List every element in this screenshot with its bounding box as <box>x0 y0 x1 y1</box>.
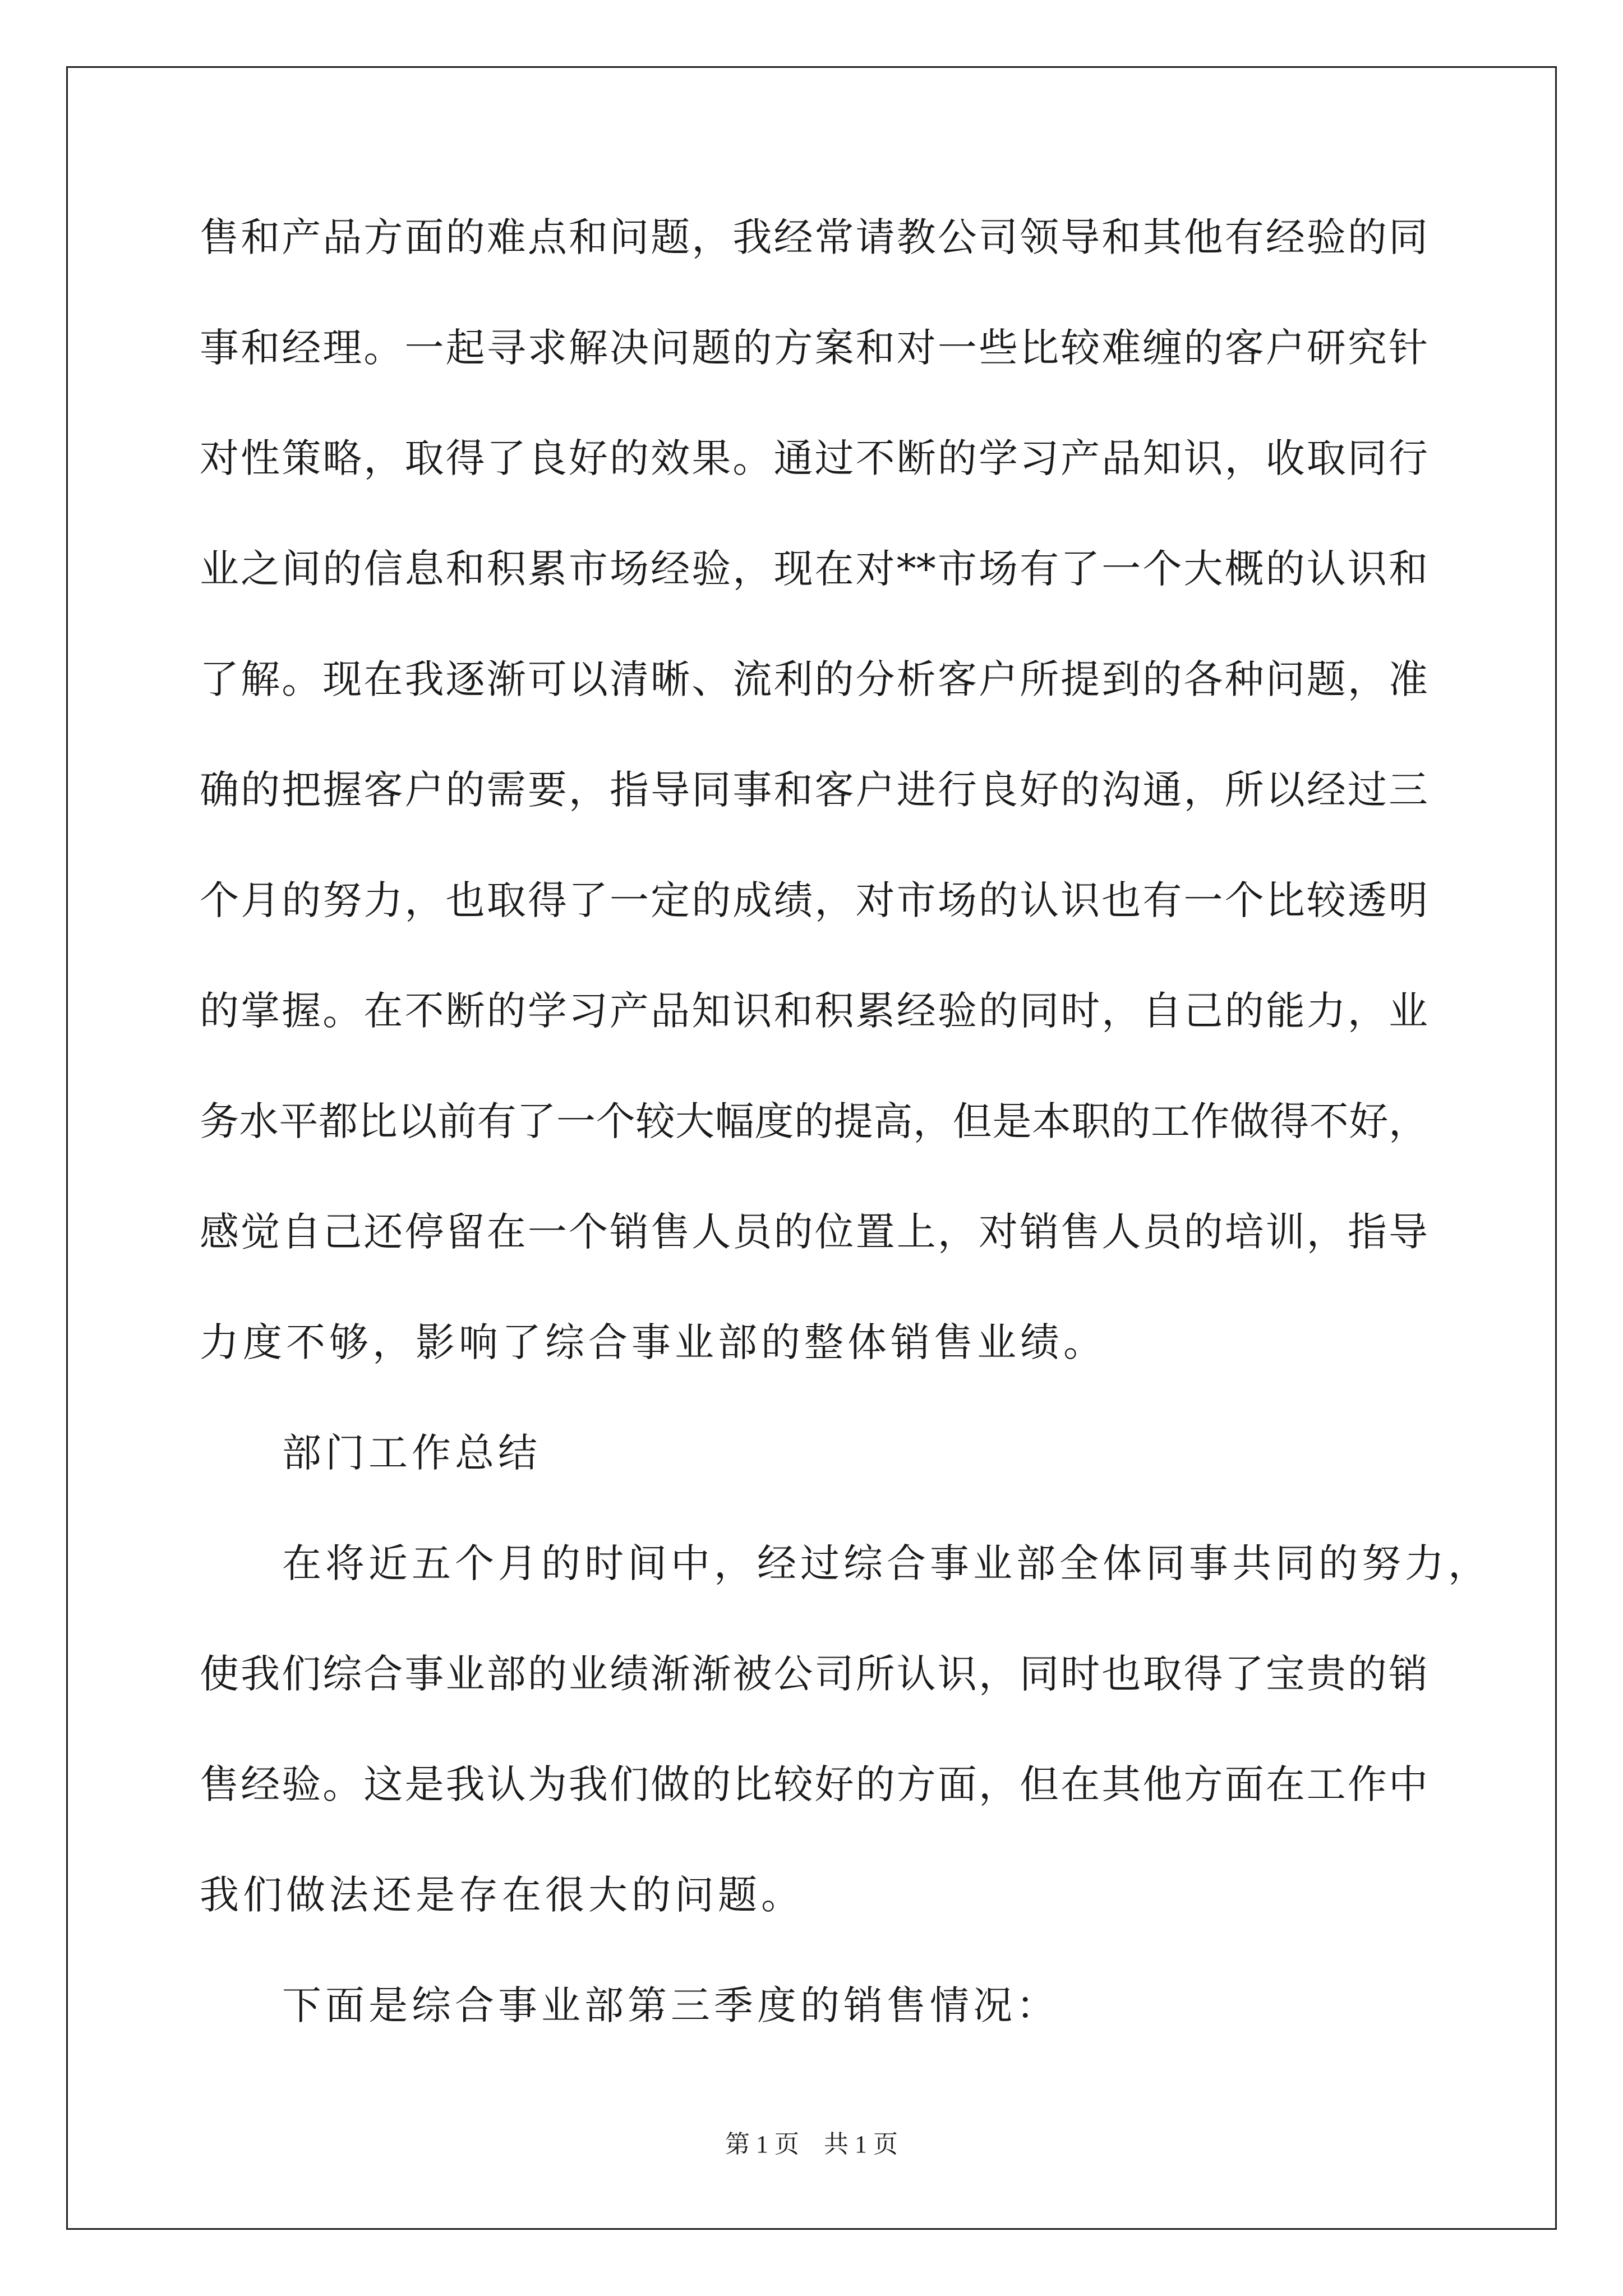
paragraph-line: 对性策略，取得了良好的效果。通过不断的学习产品知识，收取同行 <box>200 435 1428 481</box>
paragraph-line: 个月的努力，也取得了一定的成绩，对市场的认识也有一个比较透明 <box>200 877 1428 923</box>
paragraph-line: 事和经理。一起寻求解决问题的方案和对一些比较难缠的客户研究针 <box>200 325 1428 371</box>
paragraph-line: 务水平都比以前有了一个较大幅度的提高，但是本职的工作做得不好， <box>200 1098 1428 1144</box>
paragraph-line: 感觉自己还停留在一个销售人员的位置上，对销售人员的培训，指导 <box>200 1209 1428 1255</box>
paragraph-line: 售经验。这是我认为我们做的比较好的方面，但在其他方面在工作中 <box>200 1761 1428 1807</box>
paragraph-line: 的掌握。在不断的学习产品知识和积累经验的同时，自己的能力，业 <box>200 988 1428 1034</box>
paragraph-line: 售和产品方面的难点和问题，我经常请教公司领导和其他有经验的同 <box>200 214 1428 260</box>
paragraph-line: 我们做法还是存在很大的问题。 <box>200 1872 804 1918</box>
paragraph-line: 确的把握客户的需要，指导同事和客户进行良好的沟通，所以经过三 <box>200 767 1428 813</box>
paragraph-line: 业之间的信息和积累市场经验，现在对**市场有了一个大概的认识和 <box>200 546 1428 592</box>
paragraph-line: 下面是综合事业部第三季度的销售情况： <box>282 1982 1059 2028</box>
paragraph-line: 在将近五个月的时间中，经过综合事业部全体同事共同的努力， <box>282 1540 1491 1586</box>
paragraph-line: 力度不够，影响了综合事业部的整体销售业绩。 <box>200 1319 1106 1365</box>
document-body <box>200 210 1491 2089</box>
page-footer: 第 1 页 共 1 页 <box>725 2131 898 2158</box>
paragraph-line: 了解。现在我逐渐可以清晰、流利的分析客户所提到的各种问题，准 <box>200 656 1428 702</box>
paragraph-line: 使我们综合事业部的业绩渐渐被公司所认识，同时也取得了宝贵的销 <box>200 1651 1428 1697</box>
section-heading: 部门工作总结 <box>282 1430 541 1476</box>
